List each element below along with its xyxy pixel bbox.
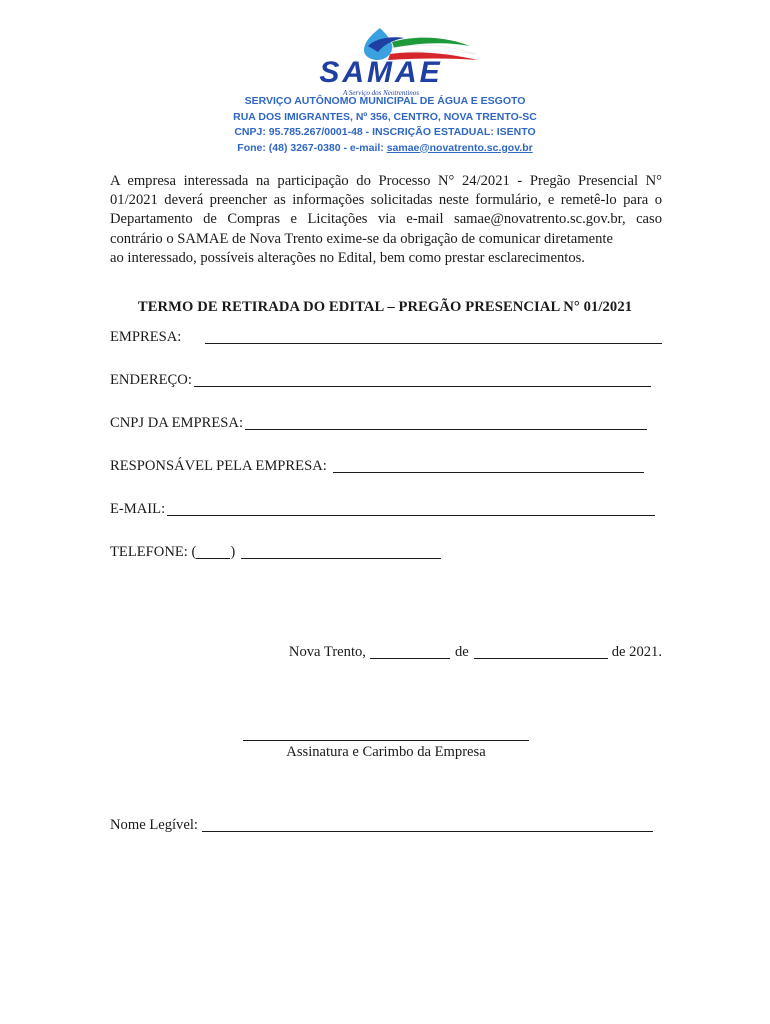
cnpj-blank-line[interactable] [245,415,647,430]
nome-legivel-blank-line[interactable] [202,817,653,832]
header-contact [0,141,770,157]
header-org-name: SERVIÇO AUTÔNOMO MUNICIPAL DE ÁGUA E ESGOTO [244,95,526,107]
empresa-field[interactable] [110,329,662,346]
header-address: RUA DOS IMIGRANTES, Nº 356, CENTRO, NOVA TRENTO-SC [233,110,537,123]
nome-legivel-label: Nome Legível: [110,817,198,833]
header-cnpj: CNPJ: 95.785.267/0001-48 - INSCRIÇÃO ESTADUAL: ISENTO [234,126,536,138]
date-suffix: de 2021. [611,644,662,660]
endereco-blank-line[interactable] [194,372,651,387]
intro-text-last: ao interessado, possíveis alterações no Edital, bem como prestar esclarecimentos. [110,249,585,266]
nome-legivel-field[interactable] [110,817,653,834]
email-blank-line[interactable] [167,501,655,516]
email-label: E-MAIL: [110,501,166,517]
responsavel-field[interactable] [110,458,644,475]
responsavel-label: RESPONSÁVEL PELA EMPRESA: [110,458,327,474]
intro-text: A empresa interessada na participação do Processo N° 24/2021 - Pregão Presencial N° 01/2021 deverá preencher as informações solicitadas neste formulário, e remetê-lo para o Departamento de Compras e Licitações via e-mail samae@novatrento.sc.gov.br, caso contrário o SAMAE de Nova Trento exime-se da obrigação de comunicar diretamente [110,173,662,247]
header-phone: Fone: (48) 3267-0380 - e-mail: [237,141,387,154]
date-line [289,644,662,661]
telefone-ddd-blank[interactable] [196,544,230,559]
telefone-paren: ) [230,544,236,560]
telefone-number-blank[interactable] [241,544,441,559]
signature-caption: Assinatura e Carimbo da Empresa [286,744,486,760]
date-middle: de [454,644,469,660]
date-day-blank[interactable] [370,644,450,659]
header-email-link[interactable]: samae@novatrento.sc.gov.br [386,141,533,154]
samae-logo [280,24,482,102]
telefone-label: TELEFONE: ( [110,544,197,560]
empresa-label: EMPRESA: [110,329,182,345]
date-month-blank[interactable] [474,644,608,659]
logo-tagline: A Serviço dos Neotrentinos [342,89,420,97]
form-title: TERMO DE RETIRADA DO EDITAL – PREGÃO PRESENCIAL N° 01/2021 [137,299,633,315]
endereco-field[interactable] [110,372,651,389]
letterhead [0,94,770,156]
telefone-field[interactable] [110,544,441,561]
endereco-label: ENDEREÇO: [110,372,192,388]
cnpj-label: CNPJ DA EMPRESA: [110,415,244,431]
samae-logo-graphic [280,24,482,102]
intro-paragraph [110,172,662,268]
logo-wordmark: SAMAE [319,56,443,89]
email-field[interactable] [110,501,655,518]
empresa-blank-line[interactable] [205,329,662,344]
date-prefix: Nova Trento, [288,644,366,660]
responsavel-blank-line[interactable] [333,458,644,473]
cnpj-field[interactable] [110,415,647,432]
signature-line[interactable] [243,740,529,741]
